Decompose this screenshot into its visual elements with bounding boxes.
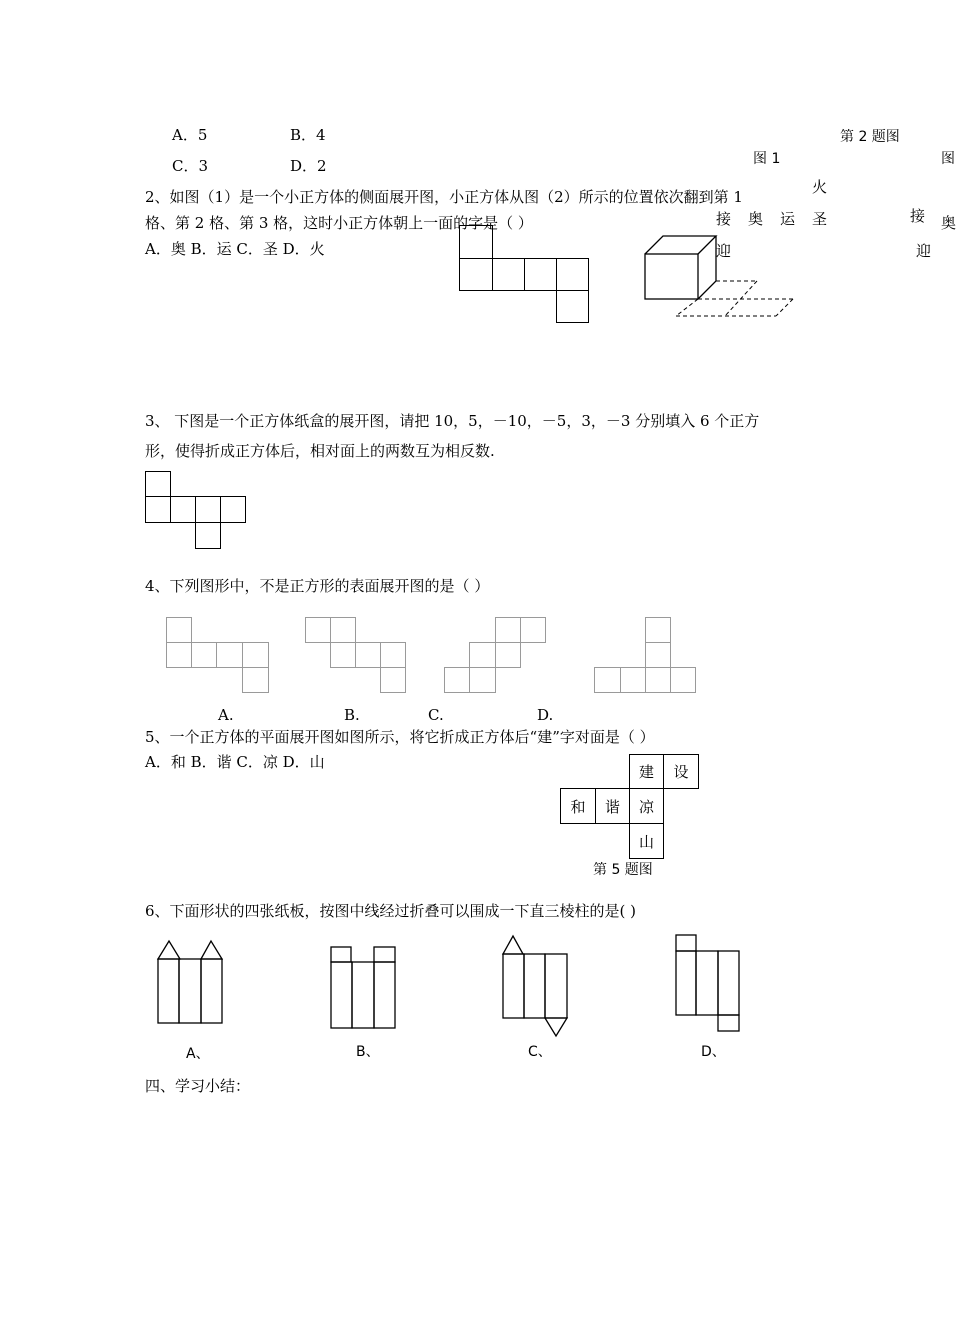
net-square (645, 667, 671, 693)
net-square (524, 258, 557, 291)
net-square (645, 642, 671, 668)
q2-line1: 2、如图（1）是一个小正方体的侧面展开图，小正方体从图（2）所示的位置依次翻到第 1 (145, 188, 743, 206)
grid-dashed-line (676, 299, 698, 316)
tab-face (718, 1015, 739, 1031)
net-square (145, 471, 171, 497)
q2-fig2-char-ao: 奥 (941, 214, 956, 232)
net-cell-liang: 凉 (629, 788, 664, 824)
q4-text: 4、下列图形中，不是正方形的表面展开图的是（ ） (145, 577, 490, 595)
triangle-face (503, 936, 523, 954)
net-square (355, 642, 381, 668)
q5-options: A．和 B．谐 C．凉 D．山 (145, 753, 325, 771)
net-square (444, 667, 470, 693)
net-square (216, 642, 243, 668)
net-square (492, 258, 525, 291)
rect-face (696, 951, 718, 1015)
q6-figure-c (497, 930, 577, 1040)
q2-line2: 格、第 2 格、第 3 格，这时小正方体朝上一面的字是（ ） (145, 214, 533, 232)
q5-text: 5、一个正方体的平面展开图如图所示，将它折成正方体后“建”字对面是（ ） (145, 728, 655, 746)
cube-front (645, 254, 698, 299)
net-square (195, 522, 221, 549)
q6-text: 6、下面形状的四张纸板，按图中线经过折叠可以围成一下直三棱柱的是( ) (145, 902, 637, 920)
section4-title: 四、学习小结： (145, 1077, 251, 1095)
q6-label-b: B、 (356, 1044, 380, 1060)
rect-face (179, 959, 201, 1023)
net-square (170, 496, 196, 523)
q2-fig2-char-jie: 接 (910, 207, 926, 225)
q1-option-c: C．3 (172, 157, 209, 175)
q2-net-char-4: 圣 (812, 210, 828, 228)
q3-line1: 3、 下图是一个正方体纸盒的展开图，请把 10，5，－10，－5，3，－3 分别填入 6 个正方 (145, 412, 760, 430)
rect-face (718, 951, 739, 1015)
q2-net-char-1: 接 (716, 210, 732, 228)
net-square (380, 642, 406, 668)
triangle-face (201, 941, 222, 959)
rect-face (352, 962, 374, 1028)
q2-net-char-2: 奥 (748, 210, 764, 228)
q1-option-d: D．2 (290, 157, 327, 175)
q4-label-c: C. (428, 706, 444, 724)
q6-figure-b (325, 940, 405, 1035)
net-square (556, 290, 589, 323)
rect-face (158, 959, 179, 1023)
net-square (495, 617, 521, 643)
net-cell-jian: 建 (629, 754, 664, 789)
grid-dashed-line (776, 299, 793, 316)
tab-face (331, 947, 351, 962)
tab-face (676, 935, 696, 951)
rect-face (374, 962, 395, 1028)
cube-top (645, 236, 716, 254)
net-square (459, 258, 493, 291)
net-square (645, 617, 671, 643)
q4-label-b: B. (344, 706, 360, 724)
q6-figure-d (670, 930, 750, 1035)
q2-caption: 第 2 题图 (840, 129, 900, 145)
net-square (330, 617, 356, 643)
net-square (191, 642, 217, 668)
triangle-face (158, 941, 180, 959)
net-square (330, 642, 356, 668)
net-cell-he: 和 (560, 788, 596, 824)
net-square (166, 617, 192, 643)
q2-fig2-char-ying: 迎 (916, 242, 932, 260)
rect-face (676, 951, 696, 1015)
tab-face (374, 947, 395, 962)
rect-face (503, 954, 524, 1018)
net-square (620, 667, 646, 693)
q6-figure-a (150, 935, 230, 1030)
net-square (166, 642, 192, 668)
q4-label-a: A. (218, 706, 234, 724)
net-square (556, 258, 589, 291)
rect-face (201, 959, 222, 1023)
q2-fig2-label: 图 (941, 151, 955, 167)
rect-face (331, 962, 352, 1028)
net-square (242, 667, 269, 693)
net-cell-shan: 山 (629, 823, 664, 859)
net-square (594, 667, 621, 693)
triangle-face (545, 1018, 567, 1036)
q2-net-top-char: 火 (812, 178, 828, 196)
net-cell-xie: 谐 (595, 788, 630, 824)
rect-face (524, 954, 545, 1018)
q3-line2: 形，使得折成正方体后，相对面上的两数互为相反数. (145, 442, 495, 460)
q2-options: A．奥 B．运 C．圣 D．火 (145, 240, 325, 258)
q4-label-d: D. (537, 706, 554, 724)
net-square (459, 225, 493, 259)
q2-net-char-3: 运 (780, 210, 796, 228)
net-square (220, 496, 246, 523)
net-square (520, 617, 546, 643)
q6-label-a: A、 (186, 1046, 210, 1062)
net-square (495, 642, 521, 668)
q5-caption: 第 5 题图 (593, 862, 653, 878)
q6-label-d: D、 (701, 1044, 726, 1060)
net-square (242, 642, 269, 668)
net-cell-she: 设 (663, 754, 699, 789)
net-square (380, 667, 406, 693)
net-square (145, 496, 171, 523)
rect-face (545, 954, 567, 1018)
net-square (305, 617, 331, 643)
q1-option-b: B．4 (290, 126, 326, 144)
q2-cube-figure (630, 225, 810, 325)
net-square (469, 642, 496, 668)
q1-option-a: A．5 (172, 126, 208, 144)
q6-label-c: C、 (528, 1044, 552, 1060)
q2-net-bottom-char: 迎 (716, 242, 732, 260)
net-square (670, 667, 696, 693)
net-square (469, 667, 496, 693)
net-square (195, 496, 221, 523)
q2-fig1-label: 图 1 (753, 151, 781, 167)
